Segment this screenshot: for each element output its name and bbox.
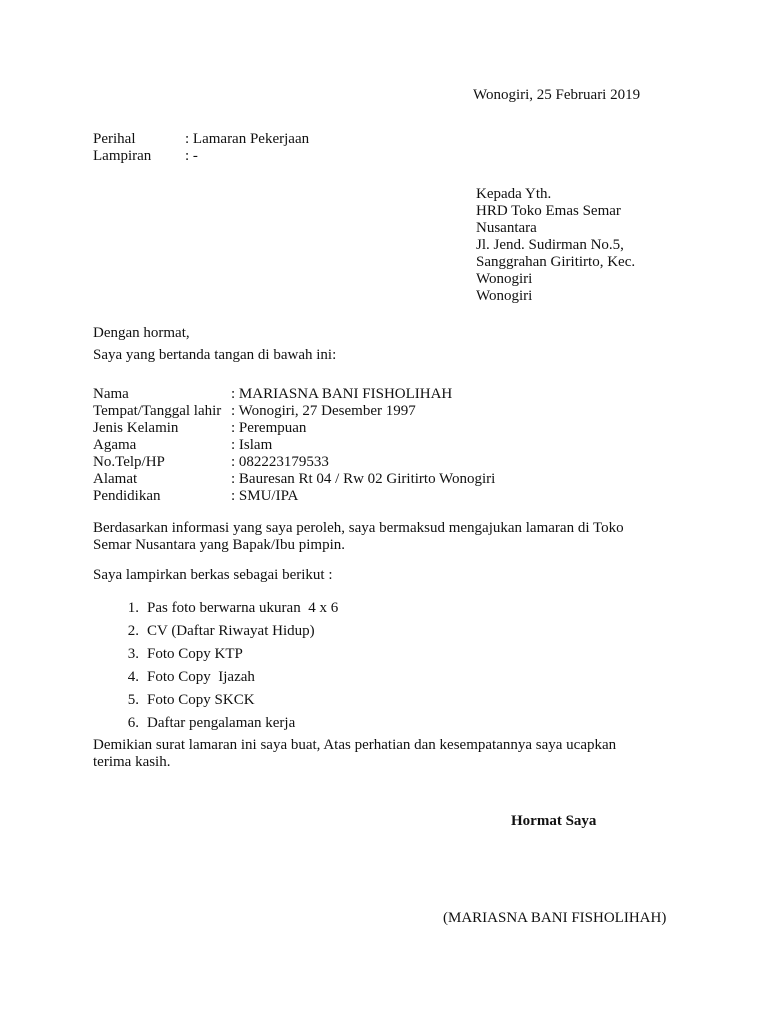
identity-table (93, 386, 495, 505)
recipient-line: Nusantara (476, 220, 537, 236)
identity-row (93, 403, 495, 420)
regards: Hormat Saya (511, 813, 597, 829)
identity-label: No.Telp/HP (93, 454, 165, 470)
identity-label: Tempat/Tanggal lahir (93, 403, 222, 419)
list-number: 5. (127, 692, 139, 708)
recipient-line: Sanggrahan Giritirto, Kec. (476, 254, 636, 270)
identity-label: Agama (93, 437, 137, 453)
identity-label: Nama (93, 386, 129, 402)
attachments-intro: Saya lampirkan berkas sebagai berikut : (93, 567, 333, 583)
identity-label: Alamat (93, 471, 138, 487)
identity-value: : SMU/IPA (231, 488, 299, 504)
list-item (93, 669, 338, 692)
list-text: Foto Copy Ijazah (147, 669, 255, 685)
identity-row (93, 488, 495, 505)
identity-row (93, 437, 495, 454)
identity-value: : 082223179533 (231, 454, 329, 470)
list-text: Pas foto berwarna ukuran 4 x 6 (147, 600, 339, 616)
letter-date: Wonogiri, 25 Februari 2019 (473, 87, 641, 103)
recipient-line: HRD Toko Emas Semar (476, 203, 621, 219)
list-item (93, 623, 338, 646)
identity-value: : MARIASNA BANI FISHOLIHAH (231, 386, 453, 402)
recipient-address (476, 186, 635, 305)
recipient-line: Wonogiri (476, 271, 533, 287)
recipient-line: Wonogiri (476, 288, 533, 304)
identity-row (93, 386, 495, 403)
identity-value: : Wonogiri, 27 Desember 1997 (231, 403, 416, 419)
list-item (93, 715, 338, 738)
subject-block (93, 131, 413, 165)
closing-paragraph (93, 737, 616, 771)
identity-label: Jenis Kelamin (93, 420, 179, 436)
attachment-count-value: : - (185, 148, 198, 164)
recipient-line: Jl. Jend. Sudirman No.5, (476, 237, 624, 253)
list-number: 1. (127, 600, 139, 616)
subject-value: : Lamaran Pekerjaan (185, 131, 310, 147)
list-text: Foto Copy KTP (147, 646, 243, 662)
list-item (93, 600, 338, 623)
identity-label: Pendidikan (93, 488, 161, 504)
list-item (93, 646, 338, 669)
identity-row (93, 420, 495, 437)
attachment-count-row (93, 148, 413, 165)
application-paragraph (93, 520, 624, 554)
list-number: 4. (127, 669, 139, 685)
list-number: 6. (127, 715, 139, 731)
paragraph-line: terima kasih. (93, 754, 171, 770)
identity-row (93, 454, 495, 471)
greeting: Dengan hormat, (93, 325, 190, 341)
subject-row (93, 131, 413, 148)
attachment-count-label: Lampiran (93, 148, 152, 164)
recipient-line: Kepada Yth. (476, 186, 552, 202)
paragraph-line: Semar Nusantara yang Bapak/Ibu pimpin. (93, 537, 346, 553)
signature-name: (MARIASNA BANI FISHOLIHAH) (443, 910, 667, 926)
identity-value: : Perempuan (231, 420, 307, 436)
paragraph-line: Demikian surat lamaran ini saya buat, Atas perhatian dan kesempatannya saya ucapkan (93, 737, 617, 753)
list-item (93, 692, 338, 715)
list-text: Foto Copy SKCK (147, 692, 255, 708)
identity-row (93, 471, 495, 488)
subject-label: Perihal (93, 131, 136, 147)
list-text: Daftar pengalaman kerja (147, 715, 296, 731)
attachments-list (93, 600, 338, 738)
identity-value: : Islam (231, 437, 273, 453)
intro-sentence: Saya yang bertanda tangan di bawah ini: (93, 347, 337, 363)
list-number: 3. (127, 646, 139, 662)
list-text: CV (Daftar Riwayat Hidup) (147, 623, 315, 639)
list-number: 2. (127, 623, 139, 639)
identity-value: : Bauresan Rt 04 / Rw 02 Giritirto Wonogiri (231, 471, 496, 487)
paragraph-line: Berdasarkan informasi yang saya peroleh, saya bermaksud mengajukan lamaran di Toko (93, 520, 624, 536)
